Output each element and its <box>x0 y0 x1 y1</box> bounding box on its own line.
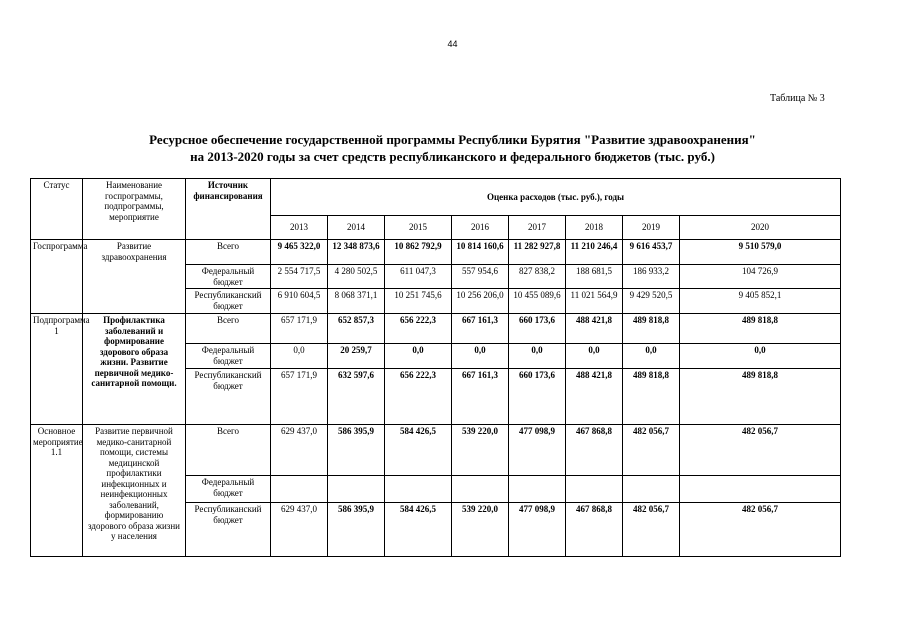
value-cell: 9 616 453,7 <box>623 240 680 265</box>
value-cell: 660 173,6 <box>509 314 566 344</box>
value-cell: 6 910 604,5 <box>271 289 328 314</box>
value-cell: 489 818,8 <box>623 314 680 344</box>
value-cell: 629 437,0 <box>271 503 328 557</box>
value-cell: 0,0 <box>452 344 509 369</box>
value-cell: 11 021 564,9 <box>566 289 623 314</box>
value-cell: 477 098,9 <box>509 503 566 557</box>
name-cell: Развитие здравоохранения <box>83 240 186 314</box>
value-cell: 482 056,7 <box>680 425 841 476</box>
header-year: 2020 <box>680 216 841 240</box>
source-cell: Федеральный бюджет <box>186 476 271 503</box>
value-cell: 188 681,5 <box>566 265 623 289</box>
value-cell: 0,0 <box>509 344 566 369</box>
title-line-1: Ресурсное обеспечение государственной программы Республики Бурятия "Развитие здравоохранения" <box>149 132 756 147</box>
value-cell <box>680 476 841 503</box>
header-year: 2013 <box>271 216 328 240</box>
value-cell: 656 222,3 <box>385 314 452 344</box>
header-year: 2018 <box>566 216 623 240</box>
value-cell: 489 818,8 <box>623 369 680 425</box>
value-cell: 586 395,9 <box>328 425 385 476</box>
value-cell <box>566 476 623 503</box>
value-cell: 0,0 <box>680 344 841 369</box>
value-cell: 12 348 873,6 <box>328 240 385 265</box>
value-cell: 482 056,7 <box>623 503 680 557</box>
table-label: Таблица № 3 <box>770 93 825 104</box>
table-body <box>31 240 841 557</box>
value-cell: 584 426,5 <box>385 425 452 476</box>
value-cell: 467 868,8 <box>566 425 623 476</box>
value-cell <box>509 476 566 503</box>
source-cell: Всего <box>186 240 271 265</box>
value-cell: 10 455 089,6 <box>509 289 566 314</box>
value-cell: 482 056,7 <box>680 503 841 557</box>
value-cell: 11 282 927,8 <box>509 240 566 265</box>
value-cell: 611 047,3 <box>385 265 452 289</box>
value-cell: 652 857,3 <box>328 314 385 344</box>
value-cell: 10 814 160,6 <box>452 240 509 265</box>
header-status: Статус <box>31 179 83 240</box>
value-cell: 488 421,8 <box>566 314 623 344</box>
value-cell: 186 933,2 <box>623 265 680 289</box>
value-cell: 104 726,9 <box>680 265 841 289</box>
value-cell: 660 173,6 <box>509 369 566 425</box>
value-cell: 629 437,0 <box>271 425 328 476</box>
header-year: 2019 <box>623 216 680 240</box>
status-cell: Подпрограмма 1 <box>31 314 83 425</box>
source-cell: Федеральный бюджет <box>186 344 271 369</box>
value-cell: 2 554 717,5 <box>271 265 328 289</box>
value-cell <box>452 476 509 503</box>
value-cell: 10 251 745,6 <box>385 289 452 314</box>
value-cell: 11 210 246,4 <box>566 240 623 265</box>
header-estimate: Оценка расходов (тыс. руб.), годы <box>271 179 841 216</box>
value-cell: 657 171,9 <box>271 314 328 344</box>
value-cell: 0,0 <box>271 344 328 369</box>
value-cell: 467 868,8 <box>566 503 623 557</box>
value-cell: 10 862 792,9 <box>385 240 452 265</box>
header-name: Наименование госпрограммы, подпрограммы, мероприятие <box>83 179 186 240</box>
source-cell: Всего <box>186 314 271 344</box>
value-cell: 0,0 <box>385 344 452 369</box>
value-cell: 667 161,3 <box>452 314 509 344</box>
resource-table <box>30 178 841 557</box>
name-cell: Развитие первичной медико-санитарной помощи, системы медицинской профилактики инфекционных и неинфекционных заболеваний, формированию здорового образа жизни у населения <box>83 425 186 557</box>
value-cell: 10 256 206,0 <box>452 289 509 314</box>
value-cell: 489 818,8 <box>680 314 841 344</box>
value-cell: 656 222,3 <box>385 369 452 425</box>
table-row <box>31 314 841 344</box>
value-cell: 657 171,9 <box>271 369 328 425</box>
value-cell: 477 098,9 <box>509 425 566 476</box>
value-cell: 0,0 <box>623 344 680 369</box>
value-cell: 20 259,7 <box>328 344 385 369</box>
value-cell: 827 838,2 <box>509 265 566 289</box>
header-year: 2016 <box>452 216 509 240</box>
value-cell: 632 597,6 <box>328 369 385 425</box>
value-cell: 482 056,7 <box>623 425 680 476</box>
header-year: 2015 <box>385 216 452 240</box>
value-cell: 9 429 520,5 <box>623 289 680 314</box>
value-cell: 489 818,8 <box>680 369 841 425</box>
table-row <box>31 425 841 476</box>
value-cell: 539 220,0 <box>452 503 509 557</box>
status-cell: Госпрограмма <box>31 240 83 314</box>
value-cell: 557 954,6 <box>452 265 509 289</box>
title-line-2: на 2013-2020 годы за счет средств республиканского и федерального бюджетов (тыс. руб.) <box>190 149 715 164</box>
header-source: Источник финансирования <box>186 179 271 240</box>
name-cell: Профилактика заболеваний и формирование здорового образа жизни. Развитие первичной медико-санитарной помощи. <box>83 314 186 425</box>
page-number: 44 <box>447 39 458 49</box>
value-cell: 8 068 371,1 <box>328 289 385 314</box>
value-cell <box>328 476 385 503</box>
value-cell: 488 421,8 <box>566 369 623 425</box>
value-cell <box>271 476 328 503</box>
document-title <box>0 131 905 165</box>
header-year: 2014 <box>328 216 385 240</box>
value-cell <box>385 476 452 503</box>
source-cell: Республиканский бюджет <box>186 369 271 425</box>
table-row <box>31 240 841 265</box>
value-cell: 0,0 <box>566 344 623 369</box>
value-cell: 667 161,3 <box>452 369 509 425</box>
source-cell: Федеральный бюджет <box>186 265 271 289</box>
source-cell: Республиканский бюджет <box>186 503 271 557</box>
value-cell: 4 280 502,5 <box>328 265 385 289</box>
value-cell: 9 465 322,0 <box>271 240 328 265</box>
value-cell: 539 220,0 <box>452 425 509 476</box>
value-cell: 9 510 579,0 <box>680 240 841 265</box>
value-cell: 584 426,5 <box>385 503 452 557</box>
value-cell: 586 395,9 <box>328 503 385 557</box>
source-cell: Республиканский бюджет <box>186 289 271 314</box>
value-cell: 9 405 852,1 <box>680 289 841 314</box>
header-year: 2017 <box>509 216 566 240</box>
source-cell: Всего <box>186 425 271 476</box>
value-cell <box>623 476 680 503</box>
status-cell: Основное мероприятие 1.1 <box>31 425 83 557</box>
